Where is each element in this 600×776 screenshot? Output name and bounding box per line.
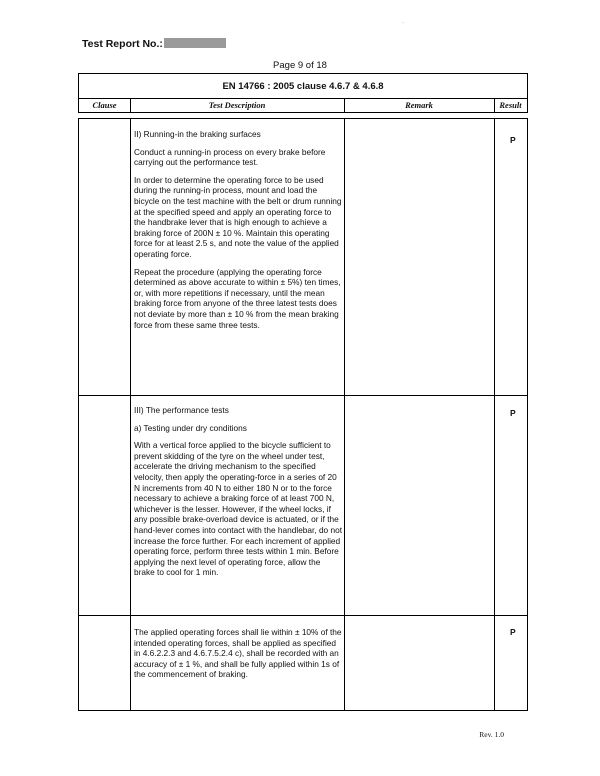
section-heading: II) Running-in the braking surfaces [134,129,261,139]
test-table [78,118,528,711]
description-paragraph: The applied operating forces shall lie within ± 10% of the intended operating forces, shall be applied as specified in 4.6.2.2.3 and 4.6.7.5.2.4 c), shall be recorded with an accuracy of ± 1 %, and shall be fully applied within 1s of the commencement of braking. [134,627,342,680]
col-header-clause: Clause [79,99,131,112]
table-row-performance-tests [134,405,342,585]
col-header-remark: Remark [344,99,495,112]
description-paragraph: Conduct a running-in process on every brake before carrying out the performance test. [134,146,326,168]
description-paragraph: Repeat the procedure (applying the operating force determined as above accurate to within ± 5%) ten times, or, with more repetitions if necessary, until the mean braking force from anyone of the three latest tests does not deviate by more than ± 10 % from the mean braking force from these same three tests. [134,266,341,330]
report-number-label [82,38,226,50]
table-row-operating-forces [134,627,342,687]
stray-mark: · [402,20,404,26]
col-header-description: Test Description [130,99,345,112]
description-paragraph: In order to determine the operating force to be used during the running-in process, mount and load the bicycle on the test machine with the belt or drum running at the specified speed and apply an operating force to the handbrake lever that is high enough to achieve a braking force of 200N ± 10 %. Maintain this operating force for at least 2.5 s, and note the value of the applied operating force. [134,174,342,259]
result-badge: P [510,135,516,145]
standard-title [78,73,528,99]
column-divider [344,119,345,710]
revision-label: Rev. 1.0 [479,730,504,739]
description-paragraph: With a vertical force applied to the bicycle sufficient to prevent skidding of the tyre on the wheel under test, accelerate the driving mechanism to the specified velocity, then apply the operating-force in a series of 20 N increments from 40 N to either 180 N or to the force necessary to achieve a braking force of at least 700 N, whichever is the lesser. However, if the wheel locks, if any possible brake-overload device is actuated, or if the hand-lever comes into contact with the handlebar, do not increase the force further. For each increment of applied operating force, perform three tests within 1 min. Before applying the next level of operating force, allow the brake to cool for 1 min. [134,440,343,578]
column-divider [494,119,495,710]
standard-title-text: EN 14766 : 2005 clause 4.6.7 & 4.6.8 [222,80,384,92]
result-badge: P [510,627,516,637]
row-divider [79,615,527,616]
table-header [78,98,528,113]
result-badge: P [510,408,516,418]
section-heading: III) The performance tests [134,405,229,415]
col-header-result: Result [499,100,522,110]
table-row-running-in [134,129,342,337]
row-divider [79,395,527,396]
page-number: Page 9 of 18 [273,60,327,71]
column-divider [130,119,131,710]
redacted-report-number [164,38,226,48]
report-number-text: Test Report No.: [82,38,163,50]
subsection-heading: a) Testing under dry conditions [134,422,247,433]
